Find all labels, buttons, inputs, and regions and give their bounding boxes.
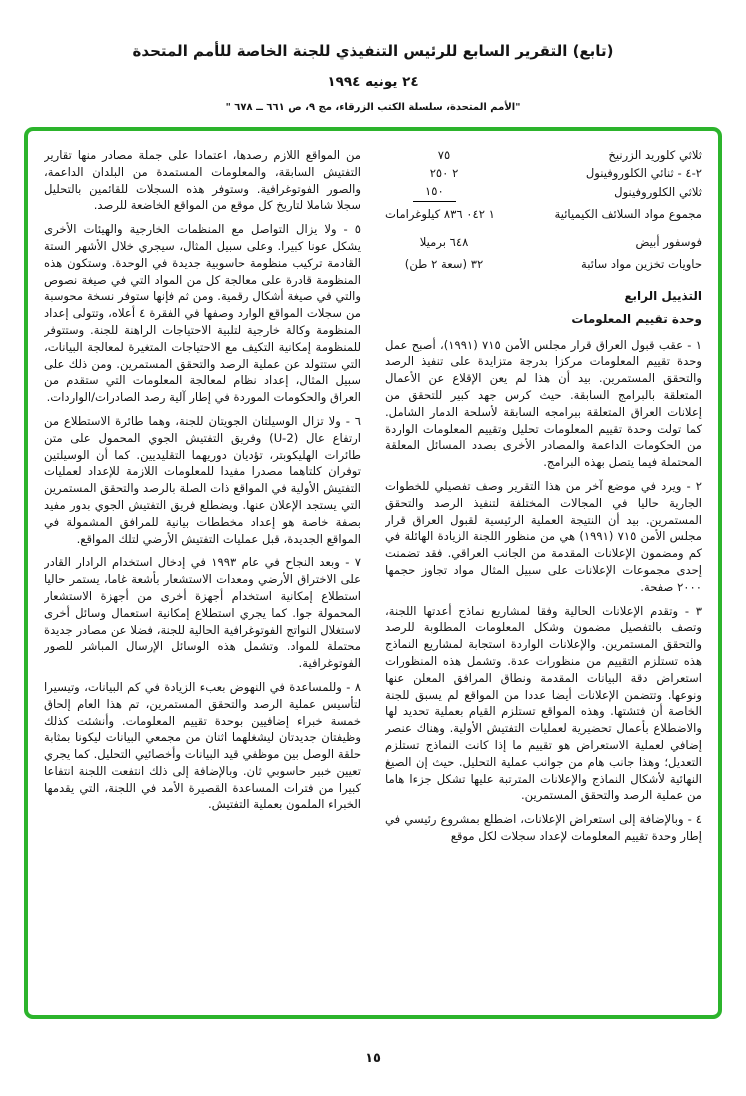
green-content-frame	[24, 127, 722, 1019]
table-row-total	[385, 206, 702, 224]
row-value: ١ ٠٤٢ ٨٣٦ كيلوغرامات	[385, 206, 495, 221]
paragraph-5: ٥ - ولا يزال التواصل مع المنظمات الخارجية والهيئات الأخرى يشكل عونا كبيرا. وعلى سبيل المثال، سيجري خلال الأشهر الستة القادمة تركيب منظومة حاسوبية جديدة في الوحدة. وستكون هذه المنظومة قادرة على معالجة كل من المواد التي في صيغة نصوص والتي في صيغة أشكال رقمية. ومن ثم فإنها ستوفر نسخة محوسبة من سجلات المواقع الوارد وصفها في الفقرة ٤ أعلاه، وتتولى إعداد المنظومة وكالة خارجية لتلبية الاحتياجات الراهنة للجنة. وستتوفر للمنظومة إمكانية التكيف مع الاحتياجات المتغيرة لمعالجة البيانات، التي ستتولد عن عملية الرصد والتحقق المستمرين. ومن ذلك على سبيل المثال، إعداد نظام لمعالجة المعلومات التي ستقدم من العراق والحكومات الموردة في إطار آلية رصد الصادرات/الواردات.	[44, 222, 361, 405]
paragraph-1: ١ - عقب قبول العراق قرار مجلس الأمن ٧١٥ (١٩٩١)، أصبح عمل وحدة تقييم المعلومات مركزا بدرجة متزايدة على تنفيذ الرصد والتحقق المستمرين. بيد أن هذا لم يعن الإقلاع عن الأعمال المتعلقة بالبرامج السابقة. حيث كرس جهد كبير للتحقق من إعلانات العراق المتعلقة ببرامجه السابقة لأسلحة الدمار الشامل. كما تولت وحدة تقييم المعلومات تحليل وتقييم المعلومات الواردة من الحكومات الداعمة والمصادر الأخرى بصدد المسائل المعلقة المحتملة فيما يتصل بهذه البرامج.	[385, 337, 702, 470]
left-column	[44, 147, 361, 1003]
page-number: ١٥	[365, 1051, 381, 1066]
appendix-heading: التذييل الرابع	[624, 288, 702, 303]
paragraph-7: ٧ - وبعد النجاح في عام ١٩٩٣ في إدخال استخدام الرادار القادر على الاختراق الأرضي ومعدات الاستشعار بأشعة غاما، يستمر حاليا استطلاع إمكانية استخدام أجهزة أخرى من أجهزة الاستشعار المحمولة جوا. كما يجري استطلاع إمكانية استعمال وسائل أخرى لاستغلال النواتج الفوتوغرافية الحالية للجنة، فضلا عن مصادر جديدة محتملة للمواد. وتشمل هذه الوسائل الإرسال المباشر للصور الفوتوغرافية.	[44, 555, 361, 671]
appendix-subheading: وحدة تقييم المعلومات	[571, 312, 702, 327]
paragraph-2: ٢ - ويرد في موضع آخر من هذا التقرير وصف تفصيلي للخطوات الجارية حاليا في المجالات المختلفة لتنفيذ الرصد والتحقق المستمرين. بيد أن النتيجة العملية الرئيسية لقبول العراق قرار مجلس الأمن ٧١٥ (١٩٩١) هي من منظور اللجنة الزيادة الهائلة في كم ومضمون الإعلانات المقدمة من الجانب العراقي. فقد تضمنت إحدى مجموعات الإعلانات على سبيل المثال مواد تجاوز حجمها ٢٠٠٠ صفحة.	[385, 478, 702, 594]
table-row	[385, 234, 702, 252]
table-row	[385, 256, 702, 274]
document-header	[0, 0, 746, 113]
row-value: ٧٥	[437, 148, 451, 162]
row-label: مجموع مواد السلائف الكيميائية	[554, 206, 702, 221]
precursor-quantities-table	[385, 147, 702, 274]
right-column	[385, 147, 702, 1003]
row-label: حاويات تخزين مواد سائبة	[581, 256, 702, 271]
row-value: ٦٤٨ برميلا	[419, 234, 469, 249]
document-source-note: "الأمم المتحدة، سلسلة الكتب الزرقاء، مج ٩، ص ٦٦١ ــ ٦٧٨ "	[225, 102, 521, 113]
paragraph-4-continuation: من المواقع اللازم رصدها، اعتمادا على جملة مصادر منها تقارير التفتيش السابقة، والمعلومات المستمدة من البلدان الداعمة، والصور الفوتوغرافية. وستوفر هذه السجلات للقائمين بالتحليل سجلا شاملا لتاريخ كل موقع من المواقع الخاضعة للرصد.	[44, 148, 361, 213]
table-row	[385, 165, 702, 183]
table-row	[385, 147, 702, 165]
row-label: ثلاثي الكلوروفينول	[614, 184, 702, 199]
two-column-layout	[44, 147, 702, 1003]
document-date: ٢٤ يونيه ١٩٩٤	[327, 74, 419, 90]
paragraph-6: ٦ - ولا تزال الوسيلتان الجويتان للجنة، وهما طائرة الاستطلاع من ارتفاع عال (U-2) وفريق التفتيش الجوي المحمول على متن طائرات الهليكوبتر، تؤديان دوريهما التقليديين. كما أن الوسيلتين توفران كلتاهما مصدرا مفيدا للمعلومات اللازمة للإعداد لعمليات التفتيش الأولية في المواقع ذات الصلة بالرصد والتحقق المستمرين التي يستجد الإعلان عنها. ويضطلع فريق التفتيش الجوي بدور مفيد بصفة خاصة هو إعداد مخططات بيانية للمرافق المشمولة في المواقع الجديدة، قبل عمليات التفتيش الأرضي لتلك المواقع.	[44, 413, 361, 546]
row-label: ثلاثي كلوريد الزرنيخ	[608, 148, 702, 162]
row-value: ٢ ٢٥٠	[429, 165, 459, 180]
paragraph-4: ٤ - وبالإضافة إلى استعراض الإعلانات، اضطلع بمشروع رئيسي في إطار وحدة تقييم المعلومات لإعداد سجلات لكل موقع	[385, 812, 702, 843]
paragraph-8: ٨ - وللمساعدة في النهوض بعبء الزيادة في كم البيانات، وتيسيرا لتأسيس عملية الرصد والتحقق المستمرين، تم هذا العام إلحاق خمسة خبراء إضافيين بوحدة تقييم المعلومات. وأنشئت كذلك وظيفتان جديدتان ليشغلهما اثنان من مجمعي البيانات ليكونا بمثابة حلقة الوصل بين موظفي قيد البيانات وأخصائيي التحليل. كما يجري تعيين خبير حاسوبي ثان. وبالإضافة إلى ذلك انتفعت اللجنة انتفاعا كبيرا من فترات المساعدة القصيرة الأمد في اللجنة، التي يقدمها الخبراء الملمون بعملية التفتيش.	[44, 679, 361, 812]
document-title: (تابع) التقرير السابع للرئيس التنفيذي للجنة الخاصة للأمم المتحدة	[132, 42, 614, 60]
page-footer	[0, 1047, 746, 1066]
row-label: فوسفور أبيض	[635, 234, 702, 249]
row-value-underlined: ١٥٠	[413, 183, 456, 202]
row-value: ٣٢ (سعة ٢ طن)	[404, 256, 484, 271]
paragraph-3: ٣ - وتقدم الإعلانات الحالية وفقا لمشاريع نماذج أعدتها اللجنة، وتصف بالتفصيل مضمون وشكل المعلومات المطلوبة للرصد والتحقق المستمرين. والإعلانات الواردة استجابة لمشاريع النماذج هذه تستلزم التقييم من منظورات عدة. وتشمل هذه المنظورات استعراض دقة البيانات المقدمة ونطاق المرافق المعلن عنها ونوعها. وتتضمن الإعلانات أيضا عددا من المواقع لم يسبق للجنة الخاصة أن فتشتها. وهذه المواقع تستلزم القيام بعملية تحديد لها والاضطلاع بأعمال تحضيرية لعمليات التفتيش الأولية. وهناك عنصر إضافي لعملية الاستعراض هو تقييم ما إذا كانت النماذج تستلزم التعديل؛ وهذا جانب هام من جوانب عملية التحليل. حيث إن الصيغ النهائية لأشكال النماذج والإعلانات المترتبة عليها تشكل جزءا هاما من عملية الرصد والتحقق المستمرين.	[385, 603, 702, 803]
table-row	[385, 183, 702, 202]
row-label: ٢-٤ - ثنائي الكلوروفينول	[585, 165, 702, 180]
